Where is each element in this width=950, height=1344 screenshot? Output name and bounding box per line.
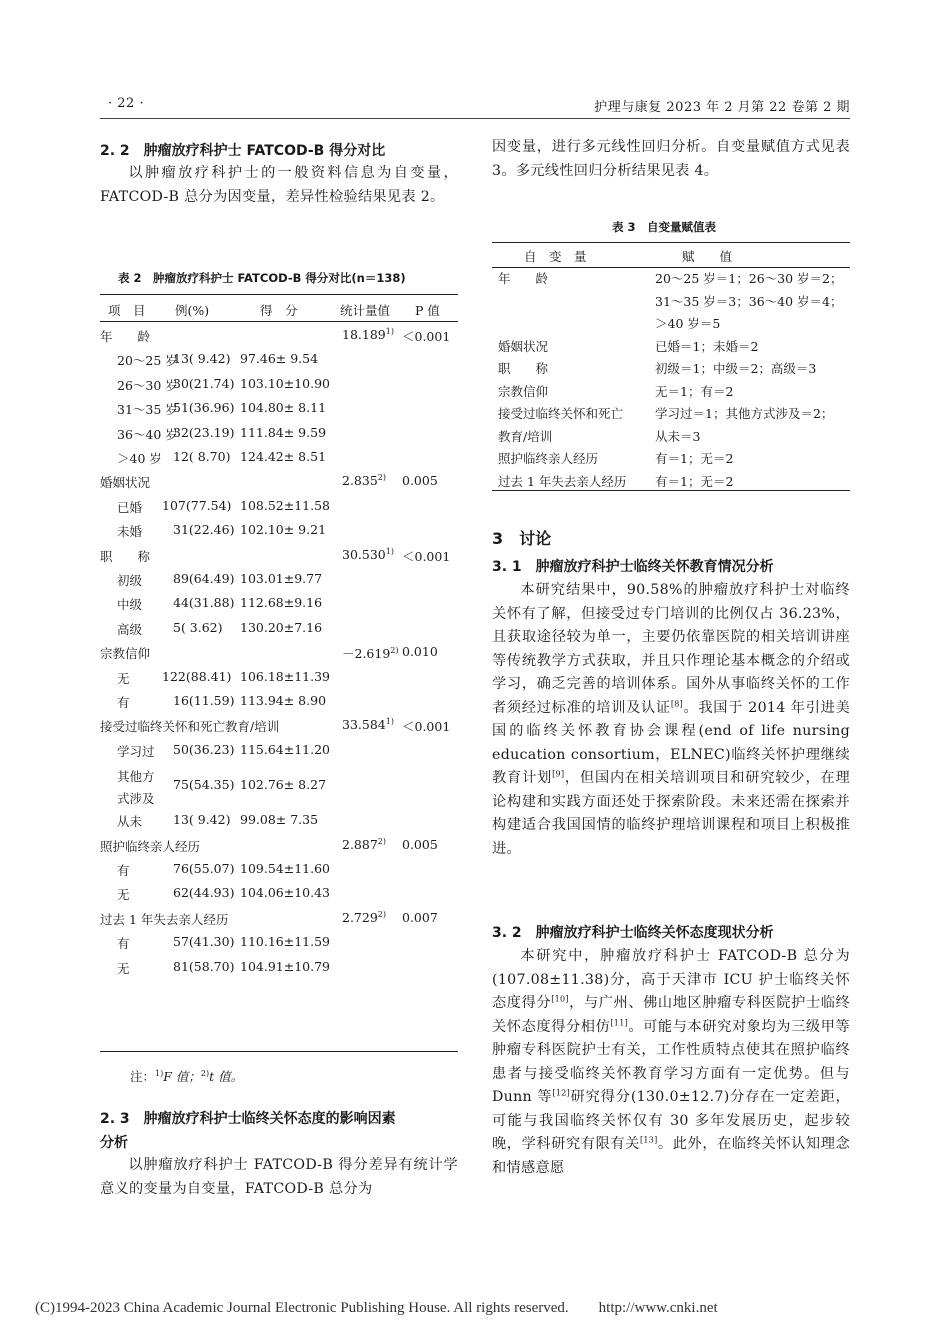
section-2-3-title-line2: 分析 [100,1135,128,1151]
table-2-cell-score: 115.64±11.20 [240,741,330,757]
table-2-cell-item: 有 [117,863,130,878]
table-2-cell-p: ＜0.001 [402,548,451,564]
table-3-cell-var: 婚姻状况 [498,338,549,354]
table-2-cell-n: 31(22.46) [173,522,235,538]
table-2-cell-n: 44(31.88) [173,595,235,611]
section-3-1-title: 3. 1 肿瘤放疗科护士临终关怀教育情况分析 [492,559,774,575]
table-2-cell-n: 57(41.30) [173,934,235,950]
table-2-cell-score: 108.52±11.58 [240,497,330,513]
table-2-cell-item: 26～30 岁 [117,377,178,393]
table-3-cell-var: 年 龄 [498,271,549,286]
table-2-cell-p: 0.005 [402,836,438,852]
copyright-footer: (C)1994-2023 China Academic Journal Electronic Publishing House. All rights reserved. http://www.cnki.net [35,1300,718,1316]
table-2-cell-item: 无 [117,887,130,903]
table-2-cell-score: 113.94± 8.90 [240,693,327,708]
table-2-cell-p: ＜0.001 [402,329,451,344]
table-2-cell-score: 99.08± 7.35 [240,812,319,828]
table-2-cell-n: 5( 3.62) [173,619,223,635]
table-2-cell-item: 中级 [117,597,143,613]
table-2-cell-item: 有 [117,936,130,952]
table-2-cell-stat: 2.835$^{2)}$ [342,473,387,489]
section-3-2-title: 3. 2 肿瘤放疗科护士临终关怀态度现状分析 [492,925,774,941]
table-2-header-n: 例(%) [175,303,210,318]
table-2-cell-score: 110.16±11.59 [240,934,330,950]
table-3-cell-val: 从未＝3 [655,428,701,444]
section-2-2-title: 2. 2 肿瘤放疗科护士 FATCOD-B 得分对比 [100,143,386,159]
table-2-cell-n: 75(54.35) [173,777,235,793]
table-3-top-rule [492,242,850,243]
table-2-cell-item: 无 [117,960,130,976]
table-2-cell-n: 81(58.70) [173,958,235,974]
table-2-cell-item: 36～40 岁 [117,426,178,442]
table-3-cell-val: 20～25 岁＝1；26～30 岁＝2； [655,271,843,286]
table-2-cell-score: 112.68±9.16 [240,595,323,611]
table-3-header-val: 赋 值 [682,249,733,264]
table-2-cell-n: 12( 8.70) [173,449,231,464]
table-2-cell-score: 130.20±7.16 [240,619,323,635]
table-2-cell-stat: 18.189$^{1)}$ [342,326,394,342]
table-3-bottom-rule [492,490,850,491]
table-2-cell-stat: 33.584$^{1)}$ [342,717,394,733]
table-2-cell-item: 无 [117,670,130,686]
table-2-cell-score: 124.42± 8.51 [240,449,327,464]
table-2-cell-n: 32(23.19) [173,424,235,440]
table-2-cell-item: 初级 [117,573,143,588]
table-2-cell-p: 0.010 [402,644,438,660]
table-3-header-var: 自 变 量 [524,249,587,264]
table-2-cell-item: 未婚 [117,524,143,540]
table-2-cell-item: 高级 [117,621,143,637]
section-2-2-paragraph: 以肿瘤放疗科护士的一般资料信息为自变量，FATCOD-B 总分为因变量，差异性检验结果见表 2。 [100,165,458,205]
section-3-2-paragraph: 本研究中，肿瘤放疗科护士 FATCOD-B 总分为(107.08±11.38)分，高于天津市 ICU 护士临终关怀态度得分[10]，与广州、佛山地区肿瘤专科医院护士临终关怀态度得分相仿[11]。可能与本研究对象均为三级甲等肿瘤专科医院护士有关，工作性质特点使其在照护临终患者与接受临终关怀教育学习方面有一定优势。但与 Dunn 等[12]研究得分(130.0±12.7)分存在一定差距，可能与我国临终关怀仅有 30 多年发展历史，起步较晚，学科研究有限有关[13]。此外，在临终关怀认知理念和情感意愿 [492,948,851,1176]
table-2-header-p: P 值 [415,303,440,318]
table-2-cell-score: 103.01±9.77 [240,571,323,586]
table-2-cell-p: 0.007 [402,909,438,925]
table-2-cell-item: ＞40 岁 [117,451,162,466]
table-3-cell-val: 有＝1；无＝2 [655,473,734,489]
table-3-cell-val: 有＝1；无＝2 [655,451,734,466]
table-2-cell-score: 104.80± 8.11 [240,400,327,416]
table-3-cell-var: 职 称 [498,361,549,376]
table-2-cell-score: 106.18±11.39 [240,668,330,684]
table-2-cell-n: 76(55.07) [173,861,235,876]
section-3-1-paragraph: 本研究结果中，90.58%的肿瘤放疗科护士对临终关怀有了解，但接受过专门培训的比例仅占 36.23%，且获取途径较为单一，主要仍依靠医院的相关培训讲座等传统教学方式获取，并且只作理论基本概念的介绍或学习，确乏完善的培训体系。国外从事临终关怀的工作者须经过标准的培训及认证[8]。我国于 2014 年引进美国的临终关怀教育协会课程(end of life nursing education consortium，ELNEC)临终关怀护理继续教育计划[9]，但国内在相关培训项目和研究较少，在理论构建和实践方面还处于探索阶段。未来还需在探索并构建适合我国国情的临终护理培训课程和项目上积极推进。 [492,582,851,857]
table-2-cell-p: ＜0.001 [402,719,451,735]
table-2-cell-n: 16(11.59) [173,693,235,708]
table-2-cell-n: 13( 9.42) [173,812,231,828]
table-2-header-rule [100,321,458,322]
table-2-cell-item: 接受过临终关怀和死亡教育/培训 [100,719,280,735]
table-3-cell-var: 宗教信仰 [498,383,549,399]
table-2-cell-item: 职 称 [100,548,151,564]
table-2-cell-item: 从未 [117,814,143,830]
table-2-cell-item: 有 [117,695,130,710]
page-number: · 22 · [108,96,145,111]
table-3-cell-var: 过去 1 年失去亲人经历 [498,473,627,489]
table-2-cell-n: 30(21.74) [173,375,235,391]
table-2-top-rule [100,294,458,295]
table-2-cell-n: 107(77.54) [162,497,232,513]
table-2-cell-item: 已婚 [117,499,143,515]
table-2-cell-item: 婚姻状况 [100,475,151,491]
table-3-cell-val: 无＝1；有＝2 [655,383,734,399]
table-2-cell-n: 51(36.96) [173,400,235,416]
table-2-cell-n: 122(88.41) [162,668,232,684]
table-2-cell-score: 111.84± 9.59 [240,424,327,440]
table-3-header-rule [492,267,850,268]
table-2-note: 注：$^{1)}$F 值；$^{2)}$t 值。 [130,1068,244,1084]
table-2-cell-n: 13( 9.42) [173,351,231,367]
table-2-cell-score: 97.46± 9.54 [240,351,319,367]
table-3-caption: 表 3 自变量赋值表 [612,220,717,234]
table-2-cell-item: 年 龄 [100,329,151,344]
table-2-cell-n: 89(64.49) [173,571,235,586]
table-2-cell-p: 0.005 [402,473,438,489]
table-2-cell-score: 103.10±10.90 [240,375,330,391]
journal-header: 护理与康复 2023 年 2 月第 22 卷第 2 期 [594,100,850,115]
section-3-title: 3 讨论 [492,529,552,548]
table-2-cell-item: 其他方 式涉及 [117,769,155,807]
section-2-3-title-line1: 2. 3 肿瘤放疗科护士临终关怀态度的影响因素 [100,1111,396,1127]
table-2-cell-score: 104.91±10.79 [240,958,330,974]
table-3 [492,242,850,492]
table-2-cell-score: 104.06±10.43 [240,885,330,901]
table-2-header-score: 得 分 [260,303,298,318]
table-2-header-stat: 统计量值 [340,303,391,318]
table-2-header-item: 项 目 [108,303,146,318]
table-2-cell-stat: 2.729$^{2)}$ [342,909,387,925]
table-2-cell-item: 学习过 [117,743,155,759]
table-2-cell-score: 109.54±11.60 [240,861,330,876]
table-2-cell-stat: $-2.619^{2)}$ [342,646,399,662]
table-2-cell-item: 31～35 岁 [117,402,178,418]
table-2-bottom-rule [100,1051,458,1052]
table-3-cell-val: 初级＝1；中级＝2；高级＝3 [655,361,817,376]
intro-paragraph-right: 因变量，进行多元线性回归分析。自变量赋值方式见表 3。多元线性回归分析结果见表 4。 [492,139,850,179]
table-3-cell-val: 学习过＝1；其他方式涉及＝2； [655,406,834,421]
table-3-cell-val: 31～35 岁＝3；36～40 岁＝4； [655,293,843,309]
table-2-cell-item: 宗教信仰 [100,646,151,662]
table-3-cell-val: ＞40 岁＝5 [655,316,721,331]
table-2-cell-score: 102.10± 9.21 [240,522,327,538]
table-2-cell-n: 50(36.23) [173,741,235,757]
section-2-3-paragraph: 以肿瘤放疗科护士 FATCOD-B 得分差异有统计学意义的变量为自变量，FATCOD-B 总分为 [100,1157,458,1197]
table-2-cell-stat: 2.887$^{2)}$ [342,836,387,852]
table-2-cell-stat: 30.530$^{1)}$ [342,546,394,562]
header-rule [100,118,850,119]
table-2-cell-score: 102.76± 8.27 [240,777,327,793]
table-3-cell-var: 教育/培训 [498,428,553,444]
table-2-cell-item: 照护临终亲人经历 [100,838,201,854]
table-2-caption: 表 2 肿瘤放疗科护士 FATCOD-B 得分对比(n＝138) [118,271,406,285]
table-2-cell-item: 过去 1 年失去亲人经历 [100,911,229,927]
table-2 [100,294,458,1054]
table-2-cell-n: 62(44.93) [173,885,235,901]
table-3-cell-var: 照护临终亲人经历 [498,451,599,466]
table-3-cell-var: 接受过临终关怀和死亡 [498,406,624,421]
table-3-cell-val: 已婚＝1；未婚＝2 [655,338,759,354]
table-2-cell-item: 20～25 岁 [117,353,178,369]
